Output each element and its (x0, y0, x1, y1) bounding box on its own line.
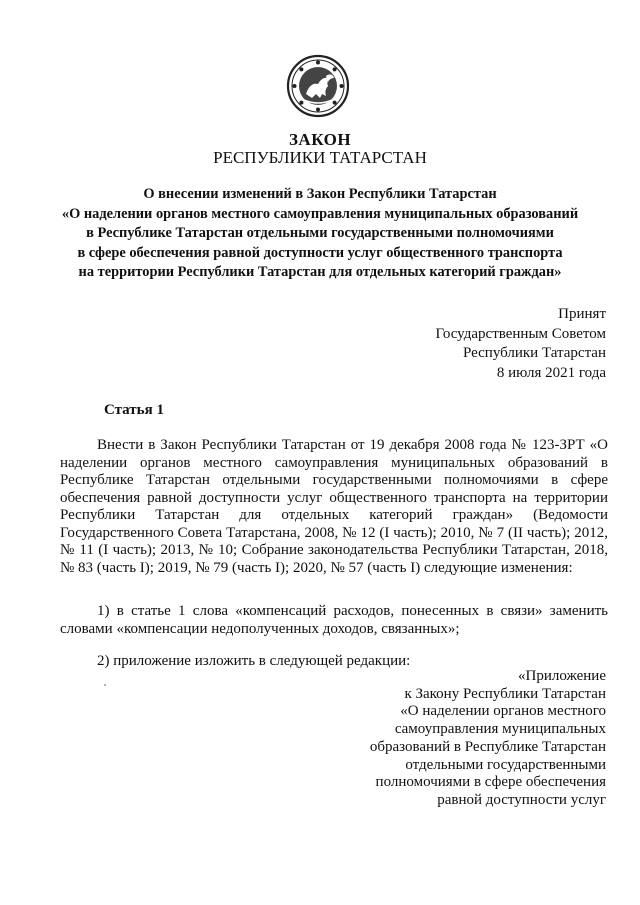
law-title-line: в сфере обеспечения равной доступности услуг общественного транспорта (77, 244, 563, 261)
adoption-line: Принят (558, 306, 606, 322)
scan-speck (104, 684, 106, 686)
adoption-date: 8 июля 2021 года (496, 364, 606, 381)
law-title-line: на территории Республики Татарстан для отдельных категорий граждан» (78, 264, 562, 280)
appendix-line: «О наделении органов местного (400, 703, 606, 720)
appendix-line: к Закону Республики Татарстан (404, 685, 606, 702)
adoption-line: Республики Татарстан (462, 345, 606, 361)
law-title-line: О внесении изменений в Закон Республики Татарстан (143, 186, 497, 202)
appendix-header (370, 668, 606, 810)
law-title-line: «О наделении органов местного самоуправления муниципальных образований (61, 205, 579, 222)
appendix-line: «Приложение (517, 668, 606, 684)
document-type: ЗАКОН (288, 130, 352, 149)
appendix-line: образований в Республике Татарстан (369, 738, 606, 755)
appendix-line: равной доступности услуг (437, 791, 606, 808)
appendix-line: самоуправления муниципальных (394, 721, 606, 738)
article-paragraph: 2) приложение изложить в следующей редакции: (97, 653, 411, 669)
tatarstan-coat-of-arms-icon (286, 54, 350, 118)
adoption-line: Государственным Советом (435, 325, 606, 342)
issuer: РЕСПУБЛИКИ ТАТАРСТАН (213, 148, 427, 167)
article-paragraph: Внести в Закон Республики Татарстан от 19 декабря 2008 года № 123-ЗРТ «О наделении органов местного самоуправления муниципальных образований в Республике Татарстан отдельными государственными полномочиями в сфере обеспечения равной доступности услуг общественного транспорта на территории Республики Татарстан для отдельных категорий граждан» (Ведомости Государственного Совета Татарстана, 2008, № 12 (I часть); 2010, № 7 (II часть); 2012, № 11 (I часть); 2013, № 10; Собрание законодательства Республики Татарстан, 2018, № 83 (часть I); 2019, № 79 (часть I); 2020, № 57 (часть I) следующие изменения: (60, 437, 608, 576)
appendix-line: отдельными государственными (405, 756, 606, 773)
article-paragraph: 1) в статье 1 слова «компенсаций расходов, понесенных в связи» заменить словами «компенсации недополученных доходов, связанных»; (60, 603, 608, 637)
law-title (56, 185, 584, 283)
adoption-block (436, 305, 607, 383)
article-title: Статья 1 (104, 402, 164, 418)
law-title-line: в Республике Татарстан отдельными государственными полномочиями (86, 225, 554, 241)
appendix-line: полномочиями в сфере обеспечения (375, 774, 606, 791)
